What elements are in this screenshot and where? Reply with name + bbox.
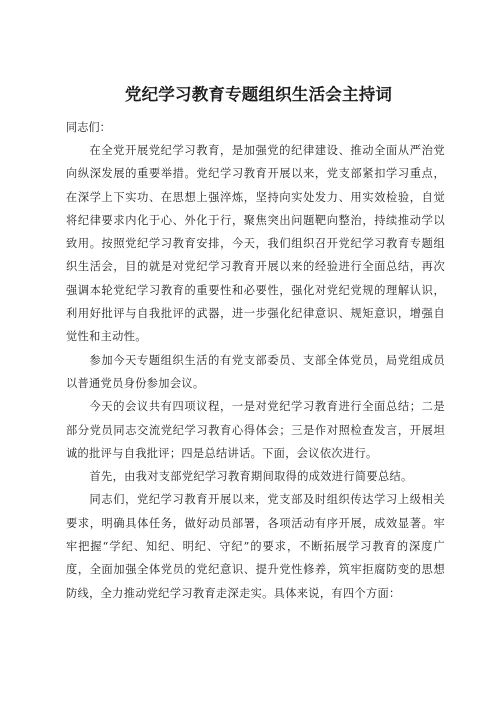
paragraph-summary-body: 同志们，党纪学习教育开展以来，党支部及时组织传达学习上级相关要求，明确具体任务，做好动员部署，各项活动有序开展，成效显著。牢牢把握“学纪、知纪、明纪、守纪”的要求，不断拓展学习教育的深度广度，全面加强全体党员的党纪意识、提升党性修养，筑牢拒腐防变的思想防线，全力推动党纪学习教育走深走实。具体来说，有四个方面： <box>66 493 445 600</box>
salutation: 同志们： <box>66 121 111 134</box>
paragraph-attendees: 参加今天专题组织生活的有党支部委员、支部全体党员，局党组成员以普通党员身份参加会议。 <box>66 353 445 390</box>
document-title: 党纪学习教育专题组织生活会主持词 <box>124 85 393 104</box>
paragraph-intro: 在全党开展党纪学习教育，是加强党的纪律建设、推动全面从严治党向纵深发展的重要举措。党纪学习教育开展以来，党支部紧扣学习重点，在深学上下实功、在思想上强淬炼，坚持向实处发力、用实效检验，自觉将纪律要求内化于心、外化于行，聚焦突出问题靶向整治，持续推动学以致用。按照党纪学习教育安排，今天，我们组织召开党纪学习教育专题组织生活会，目的就是对党纪学习教育开展以来的经验进行全面总结，再次强调本轮党纪学习教育的重要性和必要性，强化对党纪党规的理解认识，利用好批评与自我批评的武器，进一步强化纪律意识、规矩意识，增强自觉性和主动性。 <box>66 144 445 344</box>
paragraph-summary-opening: 首先，由我对支部党纪学习教育期间取得的成效进行简要总结。 <box>89 470 413 484</box>
paragraph-agenda: 今天的会议共有四项议程，一是对党纪学习教育进行全面总结；二是部分党员同志交流党纪学习教育心得体会；三是作对照检查发言，开展坦诚的批评与自我批评；四是总结讲话。下面，会议依次进行。 <box>66 400 445 460</box>
